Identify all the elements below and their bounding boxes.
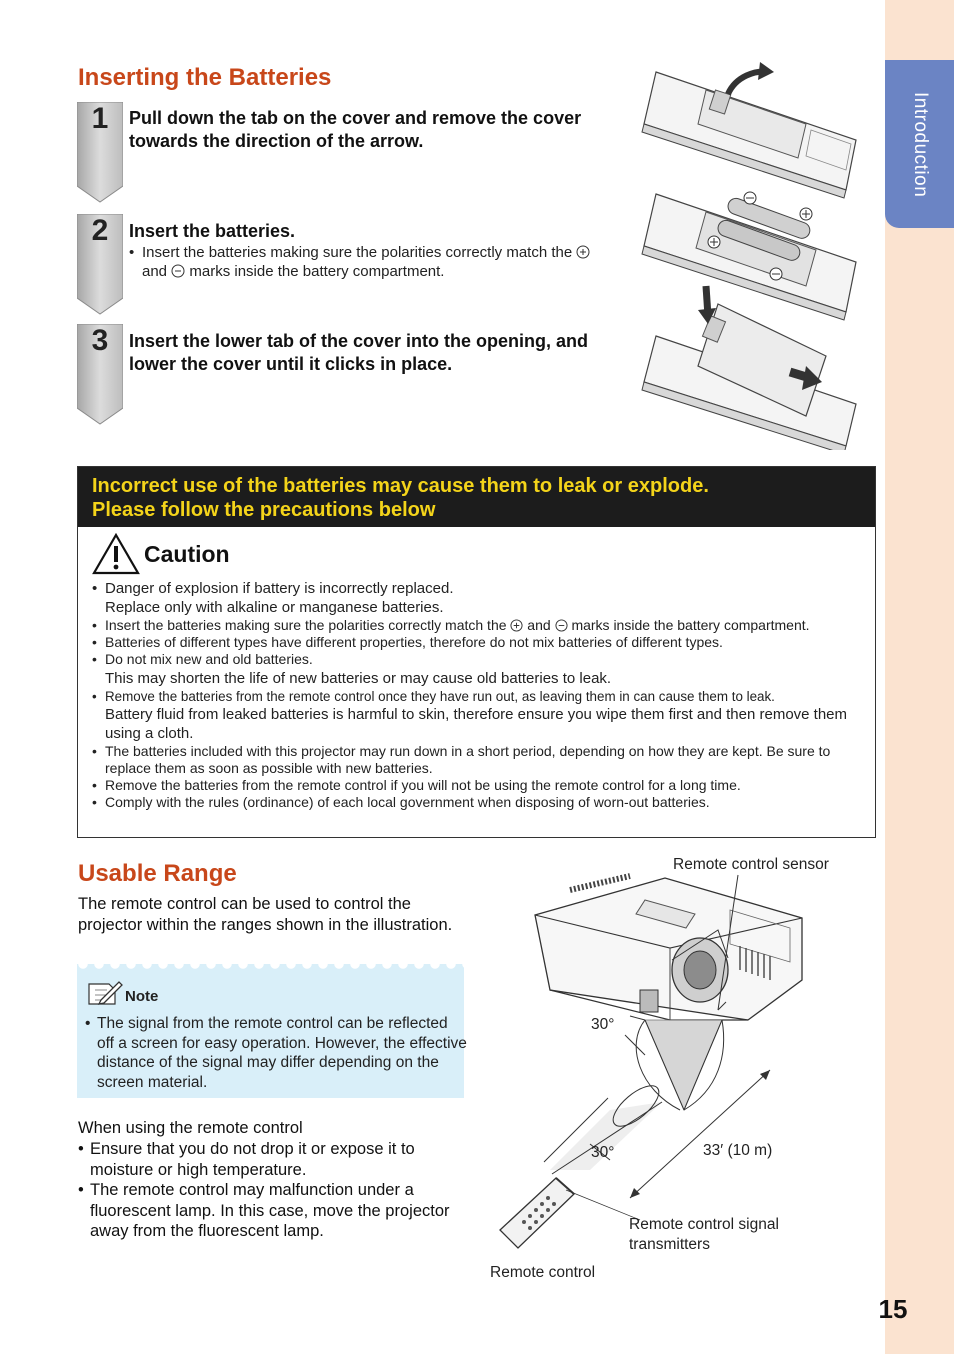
step-2-subtext: • Insert the batteries making sure the polarities correctly match the and marks inside the battery compartment.	[129, 243, 619, 281]
when-using-title: When using the remote control	[78, 1119, 303, 1137]
step-marker-2	[77, 214, 123, 316]
plus-icon	[576, 245, 590, 259]
sensor-label: Remote control sensor	[673, 856, 829, 873]
step-marker-3	[77, 324, 123, 426]
list-item: • The remote control may malfunction under a fluorescent lamp. In this case, move the projector away from the fluorescent lamp.	[78, 1180, 463, 1242]
minus-icon	[555, 619, 568, 632]
caution-item: • Remove the batteries from the remote control once they have run out, as leaving them in can cause them to leak.	[92, 688, 862, 705]
note-text: • The signal from the remote control can be reflected off a screen for easy operation. However, the effective distance of the signal may differ depending on the screen material.	[85, 1014, 467, 1092]
warning-line-1: Incorrect use of the batteries may cause them to leak or explode.	[92, 475, 709, 497]
step-3-text: Insert the lower tab of the cover into the opening, and lower the cover until it clicks in place.	[129, 331, 589, 374]
caution-item: • Do not mix new and old batteries.	[92, 651, 862, 668]
angle-label-bottom: 30°	[591, 1144, 615, 1161]
batteries-heading: Inserting the Batteries	[78, 64, 332, 91]
step-marker-1	[77, 102, 123, 204]
caution-item: • Insert the batteries making sure the polarities correctly match the and marks inside the battery compartment.	[92, 617, 862, 634]
note-label: Note	[125, 988, 159, 1005]
caution-box	[77, 466, 876, 838]
caution-item: • The batteries included with this projector may run down in a short period, depending on how they are kept. Be sure to replace them as soon as possible with new batteries.	[92, 743, 862, 777]
warning-line-2: Please follow the precautions below	[92, 499, 436, 521]
caution-item-cont: Battery fluid from leaked batteries is harmful to skin, therefore ensure you wipe them first and then remove them using a cloth.	[105, 705, 848, 742]
minus-icon	[171, 264, 185, 278]
caution-item: • Danger of explosion if battery is incorrectly replaced.	[92, 579, 862, 598]
caution-item-cont: Replace only with alkaline or manganese batteries.	[105, 599, 444, 616]
plus-icon	[510, 619, 523, 632]
note-pencil-icon	[87, 980, 123, 1006]
caution-item: • Comply with the rules (ordinance) of each local government when disposing of worn-out batteries.	[92, 794, 862, 811]
transmitters-label: Remote control signal transmitters	[629, 1216, 779, 1253]
note-box	[77, 964, 467, 1098]
page-number: 15	[878, 1294, 908, 1324]
usable-range-heading: Usable Range	[78, 860, 237, 887]
step-number: 2	[91, 214, 109, 247]
remote-battery-illustration	[636, 60, 876, 450]
caution-item: • Batteries of different types have different properties, therefore do not mix batteries of different types.	[92, 634, 862, 651]
warning-banner	[78, 467, 875, 527]
caution-list	[92, 579, 862, 812]
step-1-text: Pull down the tab on the cover and remove the cover towards the direction of the arrow.	[129, 108, 582, 151]
angle-label-top: 30°	[591, 1016, 615, 1033]
step-number: 1	[91, 102, 109, 135]
warning-triangle-icon	[92, 533, 140, 575]
list-item: • Ensure that you do not drop it or expose it to moisture or high temperature.	[78, 1139, 463, 1180]
caution-item-cont: This may shorten the life of new batteries or may cause old batteries to leak.	[105, 669, 612, 687]
section-tab-label: Introduction	[910, 91, 931, 198]
when-using-list	[78, 1139, 463, 1242]
step-number: 3	[91, 324, 109, 357]
caution-title: Caution	[144, 541, 230, 567]
remote-label: Remote control	[490, 1264, 596, 1281]
usable-range-intro: The remote control can be used to control the projector within the ranges shown in the illustration.	[78, 895, 453, 934]
step-2-text: Insert the batteries.	[129, 221, 296, 241]
caution-item: • Remove the batteries from the remote control if you will not be using the remote control for a long time.	[92, 777, 862, 794]
distance-label: 33′ (10 m)	[703, 1142, 773, 1159]
